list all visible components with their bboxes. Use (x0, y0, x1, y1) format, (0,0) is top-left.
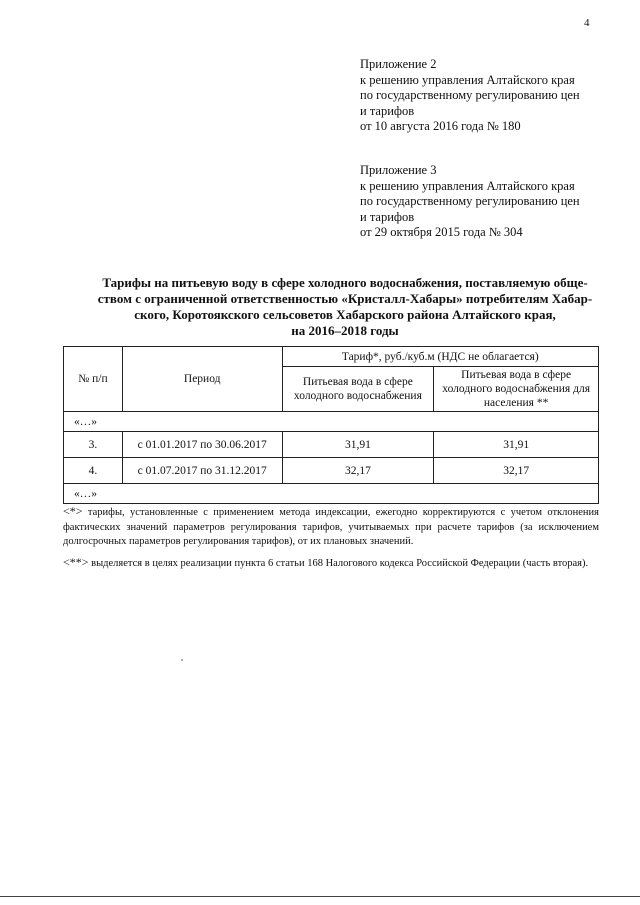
row-num: 4. (64, 458, 123, 484)
appendix-line: Приложение 3 (360, 163, 437, 177)
header-drinking-water-population: Питьевая вода в сфере холодного водоснабжения для населения ** (434, 367, 599, 412)
footnote-text: тарифы, установленные с применением метода индексации, ежегодно корректируются с учетом отклонения фактических значений параметров регулирования тарифов, учитываемых при расчете тарифов (за исключением долгосрочных параметров регулирования тарифов), от их плановых значений. (63, 507, 599, 547)
title-line: ством с ограниченной ответственностью «Кристалл-Хабары» потребителям Хабар- (97, 291, 593, 306)
table-row (64, 458, 599, 484)
footnotes (63, 504, 599, 576)
table-row (64, 432, 599, 458)
footnote-1 (63, 504, 599, 550)
header-num: № п/п (64, 347, 123, 412)
footnote-mark: <**> (63, 554, 89, 569)
header-drinking-water: Питьевая вода в сфере холодного водоснабжения (282, 367, 434, 412)
appendix-2-header (360, 57, 620, 135)
appendix-line: по государственному регулированию цен (360, 194, 580, 208)
title-line: Тарифы на питьевую воду в сфере холодного водоснабжения, поставляемую обще- (102, 275, 588, 290)
title-line: ского, Коротоякского сельсоветов Хабарского района Алтайского края, (134, 307, 556, 322)
tariff-table (63, 346, 599, 504)
row-value-1: 31,91 (282, 432, 434, 458)
row-value-2: 31,91 (434, 432, 599, 458)
page-bottom-edge (0, 896, 640, 897)
row-value-2: 32,17 (434, 458, 599, 484)
title-line: на 2016–2018 годы (291, 323, 399, 338)
footnote-text: выделяется в целях реализации пункта 6 статьи 168 Налогового кодекса Российской Федерации (часть вторая). (88, 557, 589, 569)
appendix-line: к решению управления Алтайского края (360, 178, 575, 193)
row-period: с 01.07.2017 по 31.12.2017 (122, 458, 282, 484)
footnote-2 (63, 555, 599, 572)
ellipsis-row: «…» (64, 484, 599, 504)
row-value-1: 32,17 (282, 458, 434, 484)
header-period: Период (122, 347, 282, 412)
document-title (80, 275, 610, 339)
appendix-line: по государственному регулированию цен (360, 88, 580, 102)
header-tariff: Тариф*, руб./куб.м (НДС не облагается) (282, 347, 598, 367)
appendix-line: к решению управления Алтайского края (360, 72, 575, 87)
appendix-line: от 29 октября 2015 года № 304 (360, 225, 523, 239)
scan-speck (181, 659, 183, 661)
footnote-mark: <*> (63, 504, 83, 518)
page-number: 4 (584, 17, 590, 29)
appendix-3-header (360, 163, 620, 241)
ellipsis-row: «…» (64, 412, 599, 432)
appendix-line: и тарифов (360, 209, 415, 224)
appendix-line: от 10 августа 2016 года № 180 (360, 119, 521, 133)
row-num: 3. (64, 432, 123, 458)
row-period: с 01.01.2017 по 30.06.2017 (122, 432, 282, 458)
appendix-line: и тарифов (360, 103, 415, 118)
appendix-line: Приложение 2 (360, 57, 437, 71)
